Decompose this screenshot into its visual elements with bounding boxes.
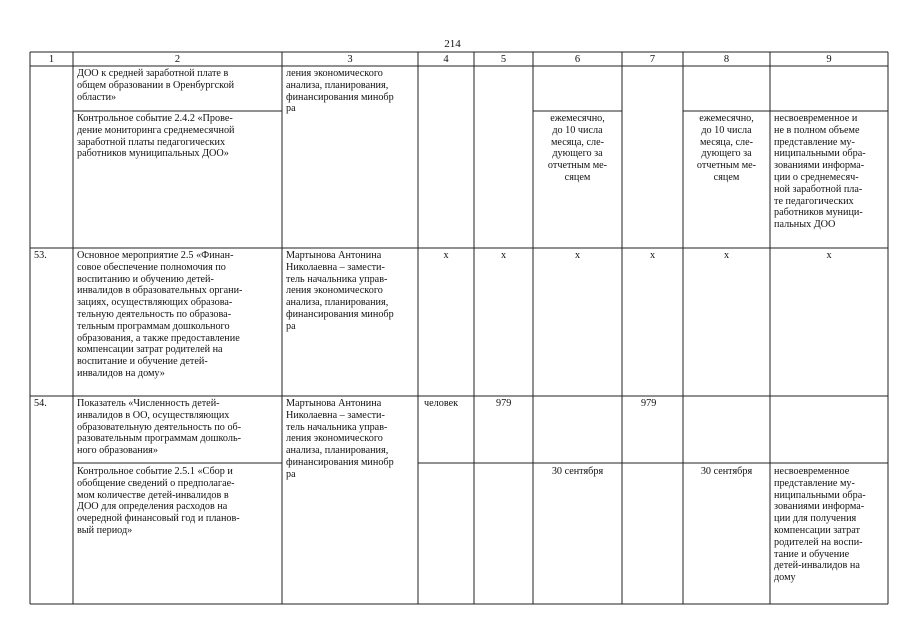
- row-53-col8: x: [723, 250, 730, 261]
- column-header-2: 2: [174, 54, 181, 65]
- column-header-4: 4: [443, 54, 449, 65]
- column-header-3: 3: [347, 54, 353, 65]
- row-54-actual-value: 979: [641, 398, 657, 409]
- column-header-6: 6: [574, 54, 581, 65]
- row-54-unit: человек: [424, 398, 459, 409]
- column-header-5: 5: [500, 54, 507, 65]
- row-53-col9: x: [826, 250, 832, 261]
- column-header-1: 1: [48, 54, 55, 65]
- control-event-2-5-1-plan-date: 30 сентября: [551, 466, 604, 477]
- column-header-7: 7: [649, 54, 656, 65]
- continuation-responsible-text: ления экономического анализа, планирования, финансирования минобр ра: [286, 68, 394, 115]
- continuation-indicator-text: ДОО к средней заработной плате в общем образовании в Оренбургской области»: [77, 68, 235, 103]
- control-event-2-5-1-text: Контрольное событие 2.5.1 «Сбор и обобщение сведений о предполагае- мом количестве детей-инвалидов в ДОО для определения расходов на очередной финансовый год и планов- вый период»: [77, 466, 240, 536]
- column-header-9: 9: [826, 54, 832, 65]
- page-number: 214: [444, 38, 461, 50]
- row-53-responsible: Мартынова Антонина Николаевна – замести- тель начальника управ- ления экономического анализа, планирования, финансирования минобр ра: [286, 250, 394, 332]
- row-53-col6: x: [574, 250, 581, 261]
- row-53-col4: x: [443, 250, 449, 261]
- control-event-2-4-2-risk: несвоевременное и не в полном объеме представление му- ниципальными обра- зованиями информа- ции о среднемесяч- ной заработной пла- те педагогических работников муници- пальных ДОО: [774, 113, 866, 231]
- row-54-plan-value: 979: [496, 398, 512, 409]
- row-53-col5: x: [500, 250, 507, 261]
- control-event-2-4-2-plan-date: ежемесячно, до 10 числа месяца, сле- дующего за отчетным ме- сяцем: [547, 113, 608, 183]
- control-event-2-5-1-actual-date: 30 сентября: [700, 466, 753, 477]
- control-event-2-4-2-actual-date: ежемесячно, до 10 числа месяца, сле- дующего за отчетным ме- сяцем: [696, 113, 757, 183]
- row-53-col7: x: [649, 250, 656, 261]
- row-53-activity-text: Основное мероприятие 2.5 «Финан- совое обеспечение полномочия по воспитанию и обучению детей- инвалидов в образовательных органи- зациях, осуществляющих образова- тельную деятельность по образова- тельным программам дошкольного образования, а также предоставление компенсации затрат родителей на воспитание и обучение детей- инвалидов на дому»: [77, 250, 243, 379]
- control-event-2-5-1-risk: несвоевременное представление му- ниципальными обра- зованиями информа- ции для получения компенсации затрат родителей на воспи- тание и обучение детей-инвалидов на дому: [774, 466, 866, 584]
- column-header-8: 8: [723, 54, 730, 65]
- row-54-responsible: Мартынова Антонина Николаевна – замести- тель начальника управ- ления экономического анализа, планирования, финансирования минобр ра: [286, 398, 394, 480]
- row-54-indicator-text: Показатель «Численность детей- инвалидов в ОО, осуществляющих образовательную деятельность по об- разовательным программам дошколь- ного образования»: [77, 398, 242, 457]
- row-53-number: 53.: [34, 250, 47, 261]
- control-event-2-4-2-text: Контрольное событие 2.4.2 «Прове- дение мониторинга среднемесячной заработной платы педагогических работников муниципальных ДОО»: [77, 113, 235, 160]
- row-54-number: 54.: [34, 398, 47, 409]
